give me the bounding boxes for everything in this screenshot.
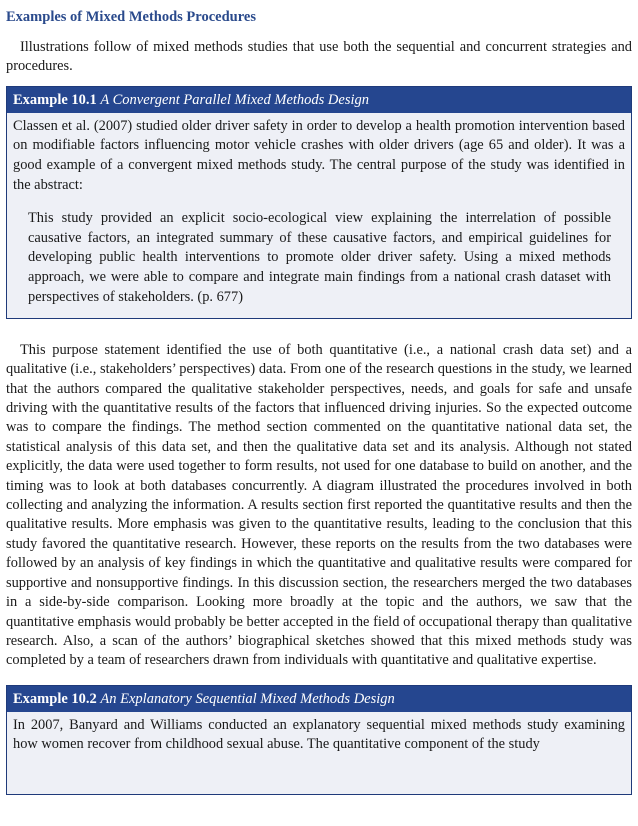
example-number: Example 10.1 xyxy=(13,91,97,108)
intro-paragraph: Illustrations follow of mixed methods studies that use both the sequential and concurrent strategies and procedures. xyxy=(6,39,632,75)
example-box-10-1 xyxy=(6,86,632,319)
section-heading: Examples of Mixed Methods Procedures xyxy=(6,9,256,25)
document-page xyxy=(6,0,632,795)
block-quote: This study provided an explicit socio-ecological view explaining the interrelation of possible causative factors, an integrated summary of these causative factors, and empirical guidelines for developing public health interventions to promote older driver safety. Using a mixed methods approach, we were able to compare and integrate main findings from a national crash dataset with perspectives of stakeholders. (p. 677) xyxy=(28,210,611,305)
example-number: Example 10.2 xyxy=(13,690,97,707)
example-body-text: In 2007, Banyard and Williams conducted an explanatory sequential mixed methods study examining how women recover from childhood sexual abuse. The quantitative component of the study xyxy=(13,716,625,753)
body-paragraph: This purpose statement identified the use of both quantitative (i.e., a national crash data set) and a qualitative (i.e., stakeholders’ perspectives) data. From one of the research questions in the study, we learned that the authors compared the qualitative stakeholder perspectives, needs, and goals for safe and unsafe driving with the quantitative results of the factors that influenced driving injuries. So the expected outcome was to compare the findings. The method section commented on the quantitative national data set, the statistical analysis of this data set, and then the qualitative data set and its analysis. Although not stated explicitly, the data were used together to form results, not used for one database to build on another, and the timing was to look at both databases concurrently. A diagram illustrated the procedures involved in both collecting and analyzing the information. A results section first reported the quantitative results and then the qualitative results. More emphasis was given to the quantitative results, leading to the conclusion that this study favored the quantitative research. However, these reports on the results from the two databases were followed by an analysis of key findings in which the quantitative and qualitative results were compared for supportive and nonsupportive findings. In this discussion section, the researchers merged the two databases in a side-by-side comparison. Looking more broadly at the topic and the authors, we saw that the quantitative emphasis would probably be better accepted in the field of occupational therapy than qualitative research. Also, a scan of the authors’ biographical sketches showed that this mixed methods study was completed by a team of researchers drawn from individuals with quantitative and qualitative expertise. xyxy=(6,341,632,669)
example-title: An Explanatory Sequential Mixed Methods Design xyxy=(100,690,395,707)
example-header xyxy=(7,686,631,712)
example-header xyxy=(7,87,631,113)
example-body xyxy=(7,113,631,307)
example-body-text: Classen et al. (2007) studied older driver safety in order to develop a health promotion intervention based on modifiable factors influencing motor vehicle crashes with older drivers (age 65 and older). It was a good example of a convergent mixed methods study. The central purpose of the study was identified in the abstract: xyxy=(13,117,625,193)
example-body xyxy=(7,712,631,755)
example-box-10-2 xyxy=(6,685,632,795)
example-title: A Convergent Parallel Mixed Methods Design xyxy=(100,91,370,108)
